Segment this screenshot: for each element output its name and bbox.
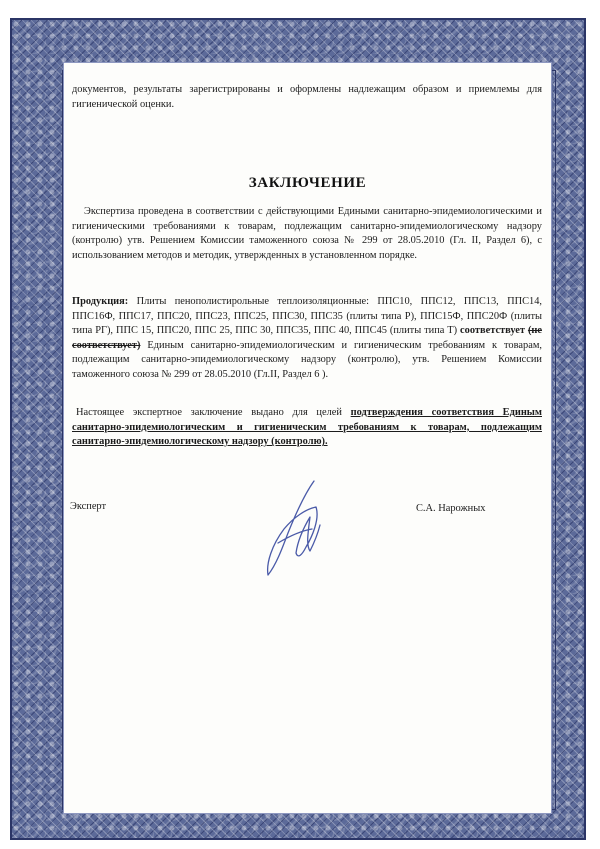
conclusion-prefix: Настоящее экспертное заключение выдано для целей [76, 407, 351, 418]
conclusion-purpose: подтверждения соответствия Единым санитарно-эпидемиологическим и гигиеническим требованиям к товарам, подлежащим санитарно-эпидемиологическому надзору (контролю). [72, 407, 542, 448]
expert-label: Эксперт [70, 501, 107, 512]
conclusion-paragraph [72, 406, 542, 450]
intro-paragraph: документов, результаты зарегистрированы и оформлены надлежащим образом и приемлемы для гигиенической оценки. [72, 84, 542, 110]
expertise-paragraph: Экспертиза проведена в соответствии с действующими Едиными санитарно-эпидемиологическими и гигиеническими требованиями к товарам, подлежащим санитарно-эпидемиологическому надзору (контролю) утв. Решением Комиссии таможенного союза № 299 от 28.05.2010 (Гл. II, Раздел 6), с использованием методов и методик, утвержденных в установленном порядке. [72, 206, 542, 261]
products-text: Плиты пенополистирольные теплоизоляционные: ППС10, ППС12, ППС13, ППС14, ППС16Ф, ППС17, ППС20, ППС23, ППС25, ППС30, ППС35 (плиты типа Р), ППС15Ф, ППС20Ф (плиты типа РГ), ППС 15, ППС20, ППС 25, ППС 30, ППС35, ППС 40, ППС45 (плиты типа Т) [72, 296, 542, 337]
not-conforms-text: (не соответствует) [72, 325, 542, 351]
document-title: ЗАКЛЮЧЕНИЕ [248, 175, 367, 191]
conforms-text: соответствует [460, 325, 526, 337]
products-paragraph [72, 295, 542, 383]
products-tail: Единым санитарно-эпидемиологическим и гигиеническим требованиям к товарам, подлежащим санитарно-эпидемиологическому надзору (контролю), утв. Решением Комиссии таможенного союза № 299 от 28.05.2010 (Гл.II, Раздел 6 ). [72, 339, 542, 380]
products-label: Продукция: [72, 296, 129, 307]
expert-name: С.А. Нарожных [416, 503, 486, 514]
document-page [64, 63, 551, 813]
signature-icon [254, 473, 334, 583]
